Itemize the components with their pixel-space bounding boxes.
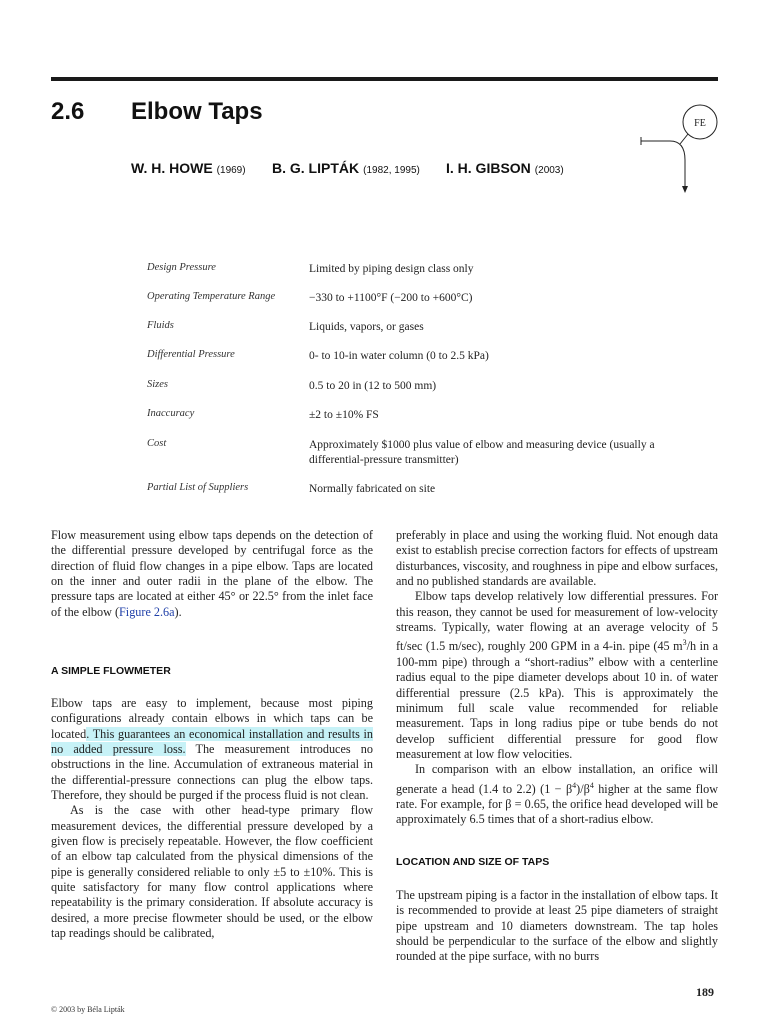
author-gibson [446,160,564,176]
author-list [131,160,691,180]
spec-key: Operating Temperature Range [147,291,276,302]
section-heading-simple-flowmeter: A SIMPLE FLOWMETER [51,665,171,677]
spec-key: Fluids [147,320,174,331]
left-column-body [51,696,373,942]
spec-key: Sizes [147,379,168,390]
section-heading-location-size: LOCATION AND SIZE OF TAPS [396,856,550,868]
copyright-notice: © 2003 by Béla Lipták [51,1005,125,1014]
intro-paragraph [51,528,373,620]
flow-element-symbol [620,100,740,200]
paragraph-text: Elbow taps develop relatively low differential pressures. For this reason, they cannot be used for measurement of low-velocity streams. Typically, water flowing at an average velocity of 5 ft/sec (1.5 m/sec), roughly 200 GPM in a 4-in. pipe (45 m [396,589,718,654]
paragraph-text: preferably in place and using the working fluid. Not enough data exist to establish precise correction factors for effects of upstream disturbances, viscosity, and roughness in pipe and elbow surfaces, and no published standards are available. [396,528,718,589]
author-years: (2003) [534,165,564,176]
figure-link[interactable]: Figure 2.6a [119,604,175,619]
paragraph-text: )/β [576,781,590,796]
superscript: 3 [682,638,687,648]
spec-value: Liquids, vapors, or gases [309,321,424,333]
paragraph-text: The upstream piping is a factor in the installation of elbow taps. It is recommended to provide at least 25 pipe diameters of straight pipe upstream and 10 diameters downstream. The tap holes should be perpendicular to the surface of the elbow and slightly rounded at the pipe surface, with no burrs [396,888,718,964]
paragraph-text: As is the case with other head-type primary flow measurement devices, the differential pressure developed by a given flow is precisely repeatable. However, the flow coefficient of an elbow tap calculated from the physical dimensions of the pipe is generally considered reliable to only ±5 to ±10%. This is quite satisfactory for many flow control applications where repeatability is the primary consideration. If absolute accuracy is desired, a more precise flowmeter should be used, or the elbow tap readings should be calibrated, [51,803,373,941]
paragraph-text: /h in a 100-mm pipe) through a “short-radius” elbow with a centerline radius equal to the pipe diameter develops about 10 in. of water differential pressure (2.5 kPa). This is approximately the minimum full scale value recommended for reliable measurement. Taps in long radius pipe or tube bends do not develop sufficient differential pressure for good flow measurement at low flow velocities. [396,639,718,761]
section-number: 2.6 [51,98,85,125]
spec-value: 0- to 10-in water column (0 to 2.5 kPa) [309,350,489,362]
superscript: 4 [572,780,577,790]
author-howe [131,160,246,176]
spec-value: 0.5 to 20 in (12 to 500 mm) [309,380,437,392]
intro-text: Flow measurement using elbow taps depends on the detection of the differential pressure developed by centrifugal force as the direction of fluid flow changes in a pipe elbow. Taps are located on the inner and outer radii in the plane of the elbow. The pressure taps are located at either 45° or 22.5° from the inlet face of the elbow ( [51,528,373,619]
author-years: (1982, 1995) [363,165,420,176]
paragraph-text: Elbow taps are easy to implement, because most piping configurations already contain elbows in which taps can be located [51,696,373,741]
spec-key: Inaccuracy [147,408,195,419]
spec-value: Approximately $1000 plus value of elbow and measuring device (usually a differential-pressure transmitter) [309,439,655,466]
paragraph-text: higher at the same flow rate. For example, for β = 0.65, the orifice head developed will be approximately 6.5 times that of a short-radius elbow. [396,781,718,827]
spec-key: Cost [147,438,167,449]
right-column-body [396,528,718,828]
spec-value: −330 to +1100°F (−200 to +600°C) [309,292,473,304]
spec-value: ±2 to ±10% FS [309,409,379,421]
spec-value: Normally fabricated on site [309,483,436,495]
spec-key: Differential Pressure [147,349,235,360]
section-title: Elbow Taps [131,98,263,125]
author-liptak [272,160,420,176]
top-rule [51,77,718,81]
right-column-body-2 [396,888,718,965]
spec-key: Design Pressure [147,262,216,273]
highlighted-text: . This guarantees an economical installation and results in no added pressure loss. [51,726,373,757]
paragraph-text: The measurement introduces no obstructions in the line. Accumulation of extraneous material in the differential-pressure connections can plug the elbow taps. Therefore, they should be purged if the process fluid is not clean. [51,742,373,803]
author-name: I. H. GIBSON [446,160,531,176]
spec-key: Partial List of Suppliers [147,482,249,493]
superscript: 4 [589,780,594,790]
page-number: 189 [696,985,714,999]
author-years: (1969) [216,165,246,176]
paragraph-text: In comparison with an elbow installation, an orifice will generate a head (1.4 to 2.2) (1 − β [396,762,718,796]
author-name: B. G. LIPTÁK [272,160,360,176]
fe-symbol-label: FE [694,118,706,129]
author-name: W. H. HOWE [131,160,213,176]
spec-value: Limited by piping design class only [309,263,474,275]
intro-text-end: ). [174,604,182,619]
